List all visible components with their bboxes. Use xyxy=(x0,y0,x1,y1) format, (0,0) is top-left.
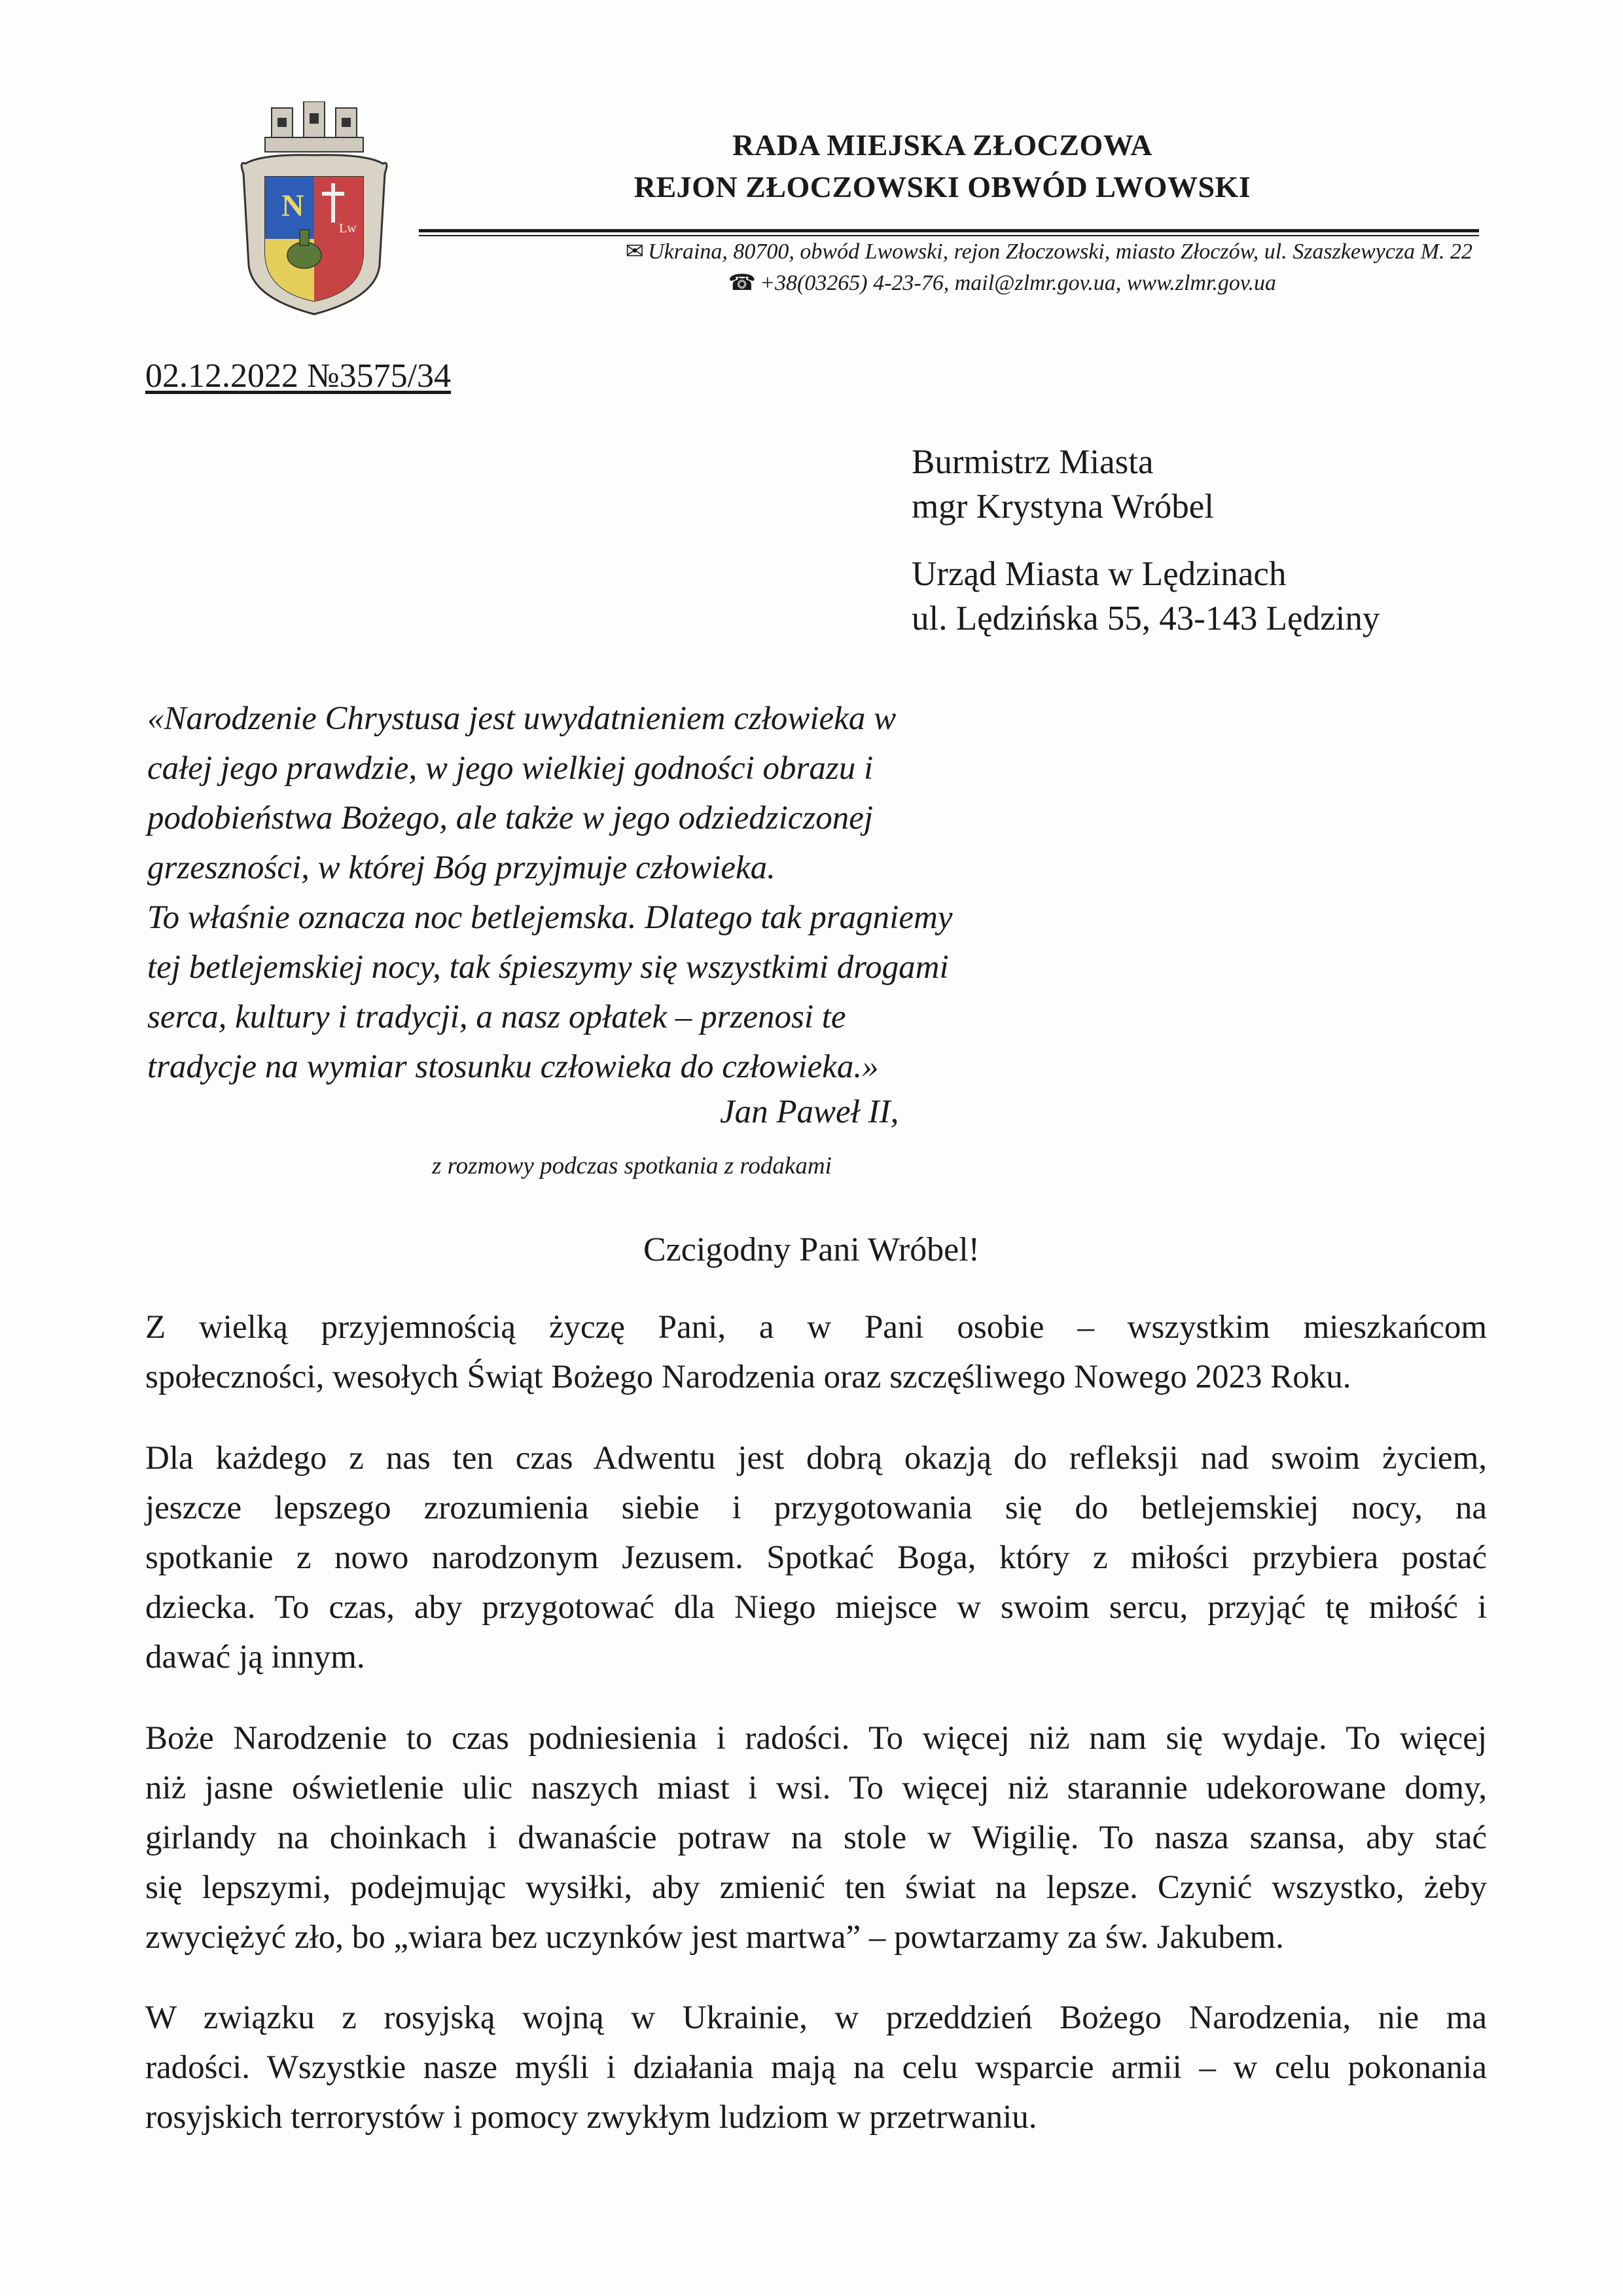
paragraph-line: dziecka. To czas, aby przygotować dla Niego miejsce w swoim sercu, przyjąć tę miłość i xyxy=(145,1589,1487,1626)
paragraph-line: rosyjskich terrorystów i pomocy zwykłym ludziom w przetrwaniu. xyxy=(145,2099,1037,2136)
paragraph-line: niż jasne oświetlenie ulic naszych miast i wsi. To więcej niż starannie udekorowane domy, xyxy=(145,1770,1487,1806)
organization-region: REJON ZŁOCZOWSKI OBWÓD LWOWSKI xyxy=(633,170,1251,204)
quote-author: Jan Paweł II, xyxy=(720,1094,899,1130)
paragraph-line: się lepszymi, podejmując wysiłki, aby zmienić ten świat na lepsze. Czynić wszystko, żeby xyxy=(145,1869,1487,1906)
paragraph-line: Boże Narodzenie to czas podniesienia i radości. To więcej niż nam się wydaje. To więcej xyxy=(145,1720,1487,1757)
crest-letter-lw: Lw xyxy=(339,221,357,236)
contact-text: +38(03265) 4-23-76, mail@zlmr.gov.ua, www.zlmr.gov.ua xyxy=(760,271,1276,295)
paragraph-line: W związku z rosyjską wojną w Ukrainie, w przeddzień Bożego Narodzenia, nie ma xyxy=(145,2000,1487,2036)
recipient-office: Urząd Miasta w Lędzinach xyxy=(912,555,1287,593)
recipient-title: Burmistrz Miasta xyxy=(912,443,1154,481)
paragraph-line: dawać ją innym. xyxy=(145,1639,365,1676)
quote-line: serca, kultury i tradycji, a nasz opłatek – przenosi te xyxy=(147,999,846,1035)
quote-line: tradycje na wymiar stosunku człowieka do człowieka.» xyxy=(147,1049,879,1085)
postal-address xyxy=(626,237,1472,267)
paragraph-line: Dla każdego z nas ten czas Adwentu jest dobrą okazją do refleksji nad swoim życiem, xyxy=(145,1440,1487,1477)
quote-line: To właśnie oznacza noc betlejemska. Dlatego tak pragniemy xyxy=(147,899,953,936)
quote-line: całej jego prawdzie, w jego wielkiej godności obrazu i xyxy=(147,750,874,787)
quote-line: «Narodzenie Chrystusa jest uwydatnieniem człowieka w xyxy=(147,700,897,737)
header-divider-thin xyxy=(419,235,1479,236)
paragraph-line: społeczności, wesołych Świąt Bożego Narodzenia oraz szczęśliwego Nowego 2023 Roku. xyxy=(145,1359,1351,1395)
paragraph-line: zwyciężyć zło, bo „wiara bez uczynków jest martwa” – powtarzamy za św. Jakubem. xyxy=(145,1919,1284,1956)
envelope-icon: ✉ xyxy=(625,240,645,264)
postal-address-text: Ukraina, 80700, obwód Lwowski, rejon Złoczowski, miasto Złoczów, ul. Szaszkewycza M. 22 xyxy=(648,240,1472,264)
contact-line xyxy=(728,268,1276,298)
recipient-name: mgr Krystyna Wróbel xyxy=(912,488,1215,526)
quote-source: z rozmowy podczas spotkania z rodakami xyxy=(432,1153,832,1179)
paragraph-line: girlandy na choinkach i dwanaście potraw na stole w Wigilię. To nasza szansa, aby stać xyxy=(145,1820,1487,1856)
quote-line: tej betlejemskiej nocy, tak śpieszymy się wszystkimi drogami xyxy=(147,949,949,986)
paragraph-line: Z wielką przyjemnością życzę Pani, a w Pani osobie – wszystkim mieszkańcom xyxy=(145,1309,1487,1346)
paragraph-line: jeszcze lepszego zrozumienia siebie i przygotowania się do betlejemskiej nocy, na xyxy=(145,1490,1487,1526)
paragraph-line: spotkanie z nowo narodzonym Jezusem. Spotkać Boga, który z miłości przybiera postać xyxy=(145,1539,1487,1576)
salutation: Czcigodny Pani Wróbel! xyxy=(643,1231,980,1268)
crest-letter-n: N xyxy=(281,188,304,223)
quote-line: grzeszności, w której Bóg przyjmuje człowieka. xyxy=(147,850,776,886)
recipient-street: ul. Lędzińska 55, 43-143 Lędziny xyxy=(912,600,1380,637)
quote-line: podobieństwa Bożego, ale także w jego odziedziczonej xyxy=(147,800,874,836)
organization-name: RADA MIEJSKA ZŁOCZOWA xyxy=(732,128,1152,162)
paragraph-line: radości. Wszystkie nasze myśli i działania mają na celu wsparcie armii – w celu pokonania xyxy=(145,2049,1487,2086)
header-divider xyxy=(419,229,1479,232)
document-reference: 02.12.2022 №3575/34 xyxy=(145,357,452,395)
city-coat-of-arms xyxy=(236,101,393,317)
phone-icon: ☎ xyxy=(728,271,756,295)
